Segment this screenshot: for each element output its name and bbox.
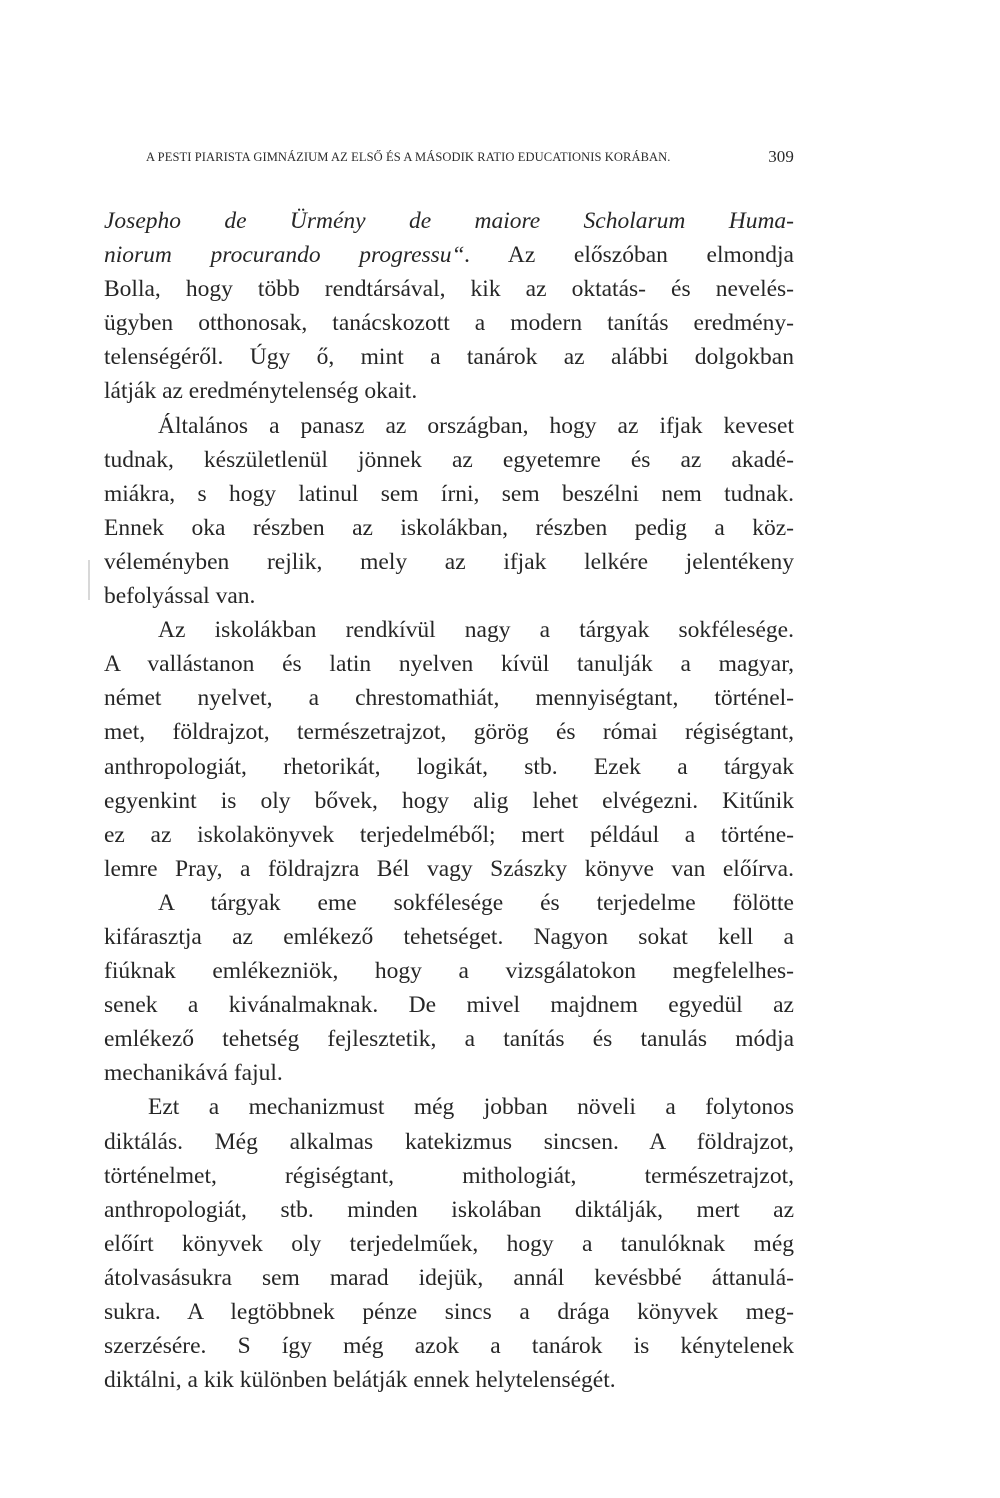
text-line: senek a kivánalmaknak. De mivel majdnem egyedül az xyxy=(104,992,794,1019)
text-line xyxy=(104,238,794,272)
text-line: sukra. A legtöbbnek pénze sincs a drága könyvek meg- xyxy=(104,1299,794,1325)
running-title: A PESTI PIARISTA GIMNÁZIUM AZ ELSŐ ÉS A MÁSODIK RATIO EDUCATIONIS KORÁBAN. xyxy=(146,150,671,164)
body-text xyxy=(104,204,794,1397)
text-line: emlékező tehetség fejlesztetik, a tanítás és tanulás módja xyxy=(104,1026,794,1053)
paragraph-first-line: Az iskolákban rendkívül nagy a tárgyak sokfélesége. xyxy=(158,617,794,644)
text-line: fiúknak emlékezniök, hogy a vizsgálatokon megfelelhes- xyxy=(104,958,794,985)
text-line: telenségéről. Úgy ő, mint a tanárok az alábbi dolgokban xyxy=(104,344,794,371)
text-line: szerzésére. S így még azok a tanárok is kénytelenek xyxy=(104,1333,794,1360)
text-line xyxy=(104,204,794,238)
paragraph-first-line: Ezt a mechanizmust még jobban növeli a folytonos xyxy=(148,1094,794,1121)
text-line: ügyben otthonosak, tanácskozott a modern tanítás eredmény- xyxy=(104,310,794,337)
text-line: Ennek oka részben az iskolákban, részben pedig a köz- xyxy=(104,514,794,541)
text-line: befolyással van. xyxy=(104,583,256,610)
text-line: történelmet, régiségtant, mithologiát, természetrajzot, xyxy=(104,1162,794,1189)
text-line: átolvasásukra sem marad idejük, annál kevésbbé áttanulá- xyxy=(104,1264,794,1291)
latin-title-italic: Josepho de Ürmény de maiore Scholarum Huma- xyxy=(104,208,794,234)
text-line: német nyelvet, a chrestomathiát, mennyiségtant, történel- xyxy=(104,685,794,712)
text-line: met, földrajzot, természetrajzot, görög és római régiségtant, xyxy=(104,719,794,746)
text-line: lemre Pray, a földrajzra Bél vagy Szászky könyve van előírva. xyxy=(104,855,794,882)
paragraph-first-line: A tárgyak eme sokfélesége és terjedelme fölötte xyxy=(158,889,794,916)
text-line: véleményben rejlik, mely az ifjak lelkére jelentékeny xyxy=(104,548,794,575)
paragraph-first-line: Általános a panasz az országban, hogy az ifjak keveset xyxy=(158,412,794,439)
latin-title-italic: niorum procurando progressu“. xyxy=(104,242,471,269)
text-line: Bolla, hogy több rendtársával, kik az oktatás- és nevelés- xyxy=(104,276,794,303)
text-line: kifárasztja az emlékező tehetséget. Nagyon sokat kell a xyxy=(104,923,794,950)
text-line: ez az iskolakönyvek terjedelméből; mert például a történe- xyxy=(104,821,794,848)
text-line: miákra, s hogy latinul sem írni, sem beszélni nem tudnak. xyxy=(104,480,794,507)
text-line: A vallástanon és latin nyelven kívül tanulják a magyar, xyxy=(104,651,794,678)
text-line: előírt könyvek oly terjedelműek, hogy a tanulóknak még xyxy=(104,1230,794,1257)
text-line: egyenkint is oly bővek, hogy alig lehet elvégezni. Kitűnik xyxy=(104,787,794,814)
line-text: Az előszóban elmondja xyxy=(470,242,794,269)
text-line: anthropologiát, stb. minden iskolában diktálják, mert az xyxy=(104,1196,794,1223)
text-line: látják az eredménytelenség okait. xyxy=(104,378,418,405)
page-number: 309 xyxy=(768,147,794,166)
running-header xyxy=(146,147,794,166)
text-line: tudnak, készületlenül jönnek az egyetemre és az akadé- xyxy=(104,446,794,473)
text-line: anthropologiát, rhetorikát, logikát, stb. Ezek a tárgyak xyxy=(104,753,794,780)
text-line: diktálás. Még alkalmas katekizmus sincsen. A földrajzot, xyxy=(104,1128,794,1155)
page-margin-mark xyxy=(88,560,90,600)
text-line: diktálni, a kik különben belátják ennek helytelenségét. xyxy=(104,1367,616,1394)
text-line: mechanikává fajul. xyxy=(104,1060,283,1087)
